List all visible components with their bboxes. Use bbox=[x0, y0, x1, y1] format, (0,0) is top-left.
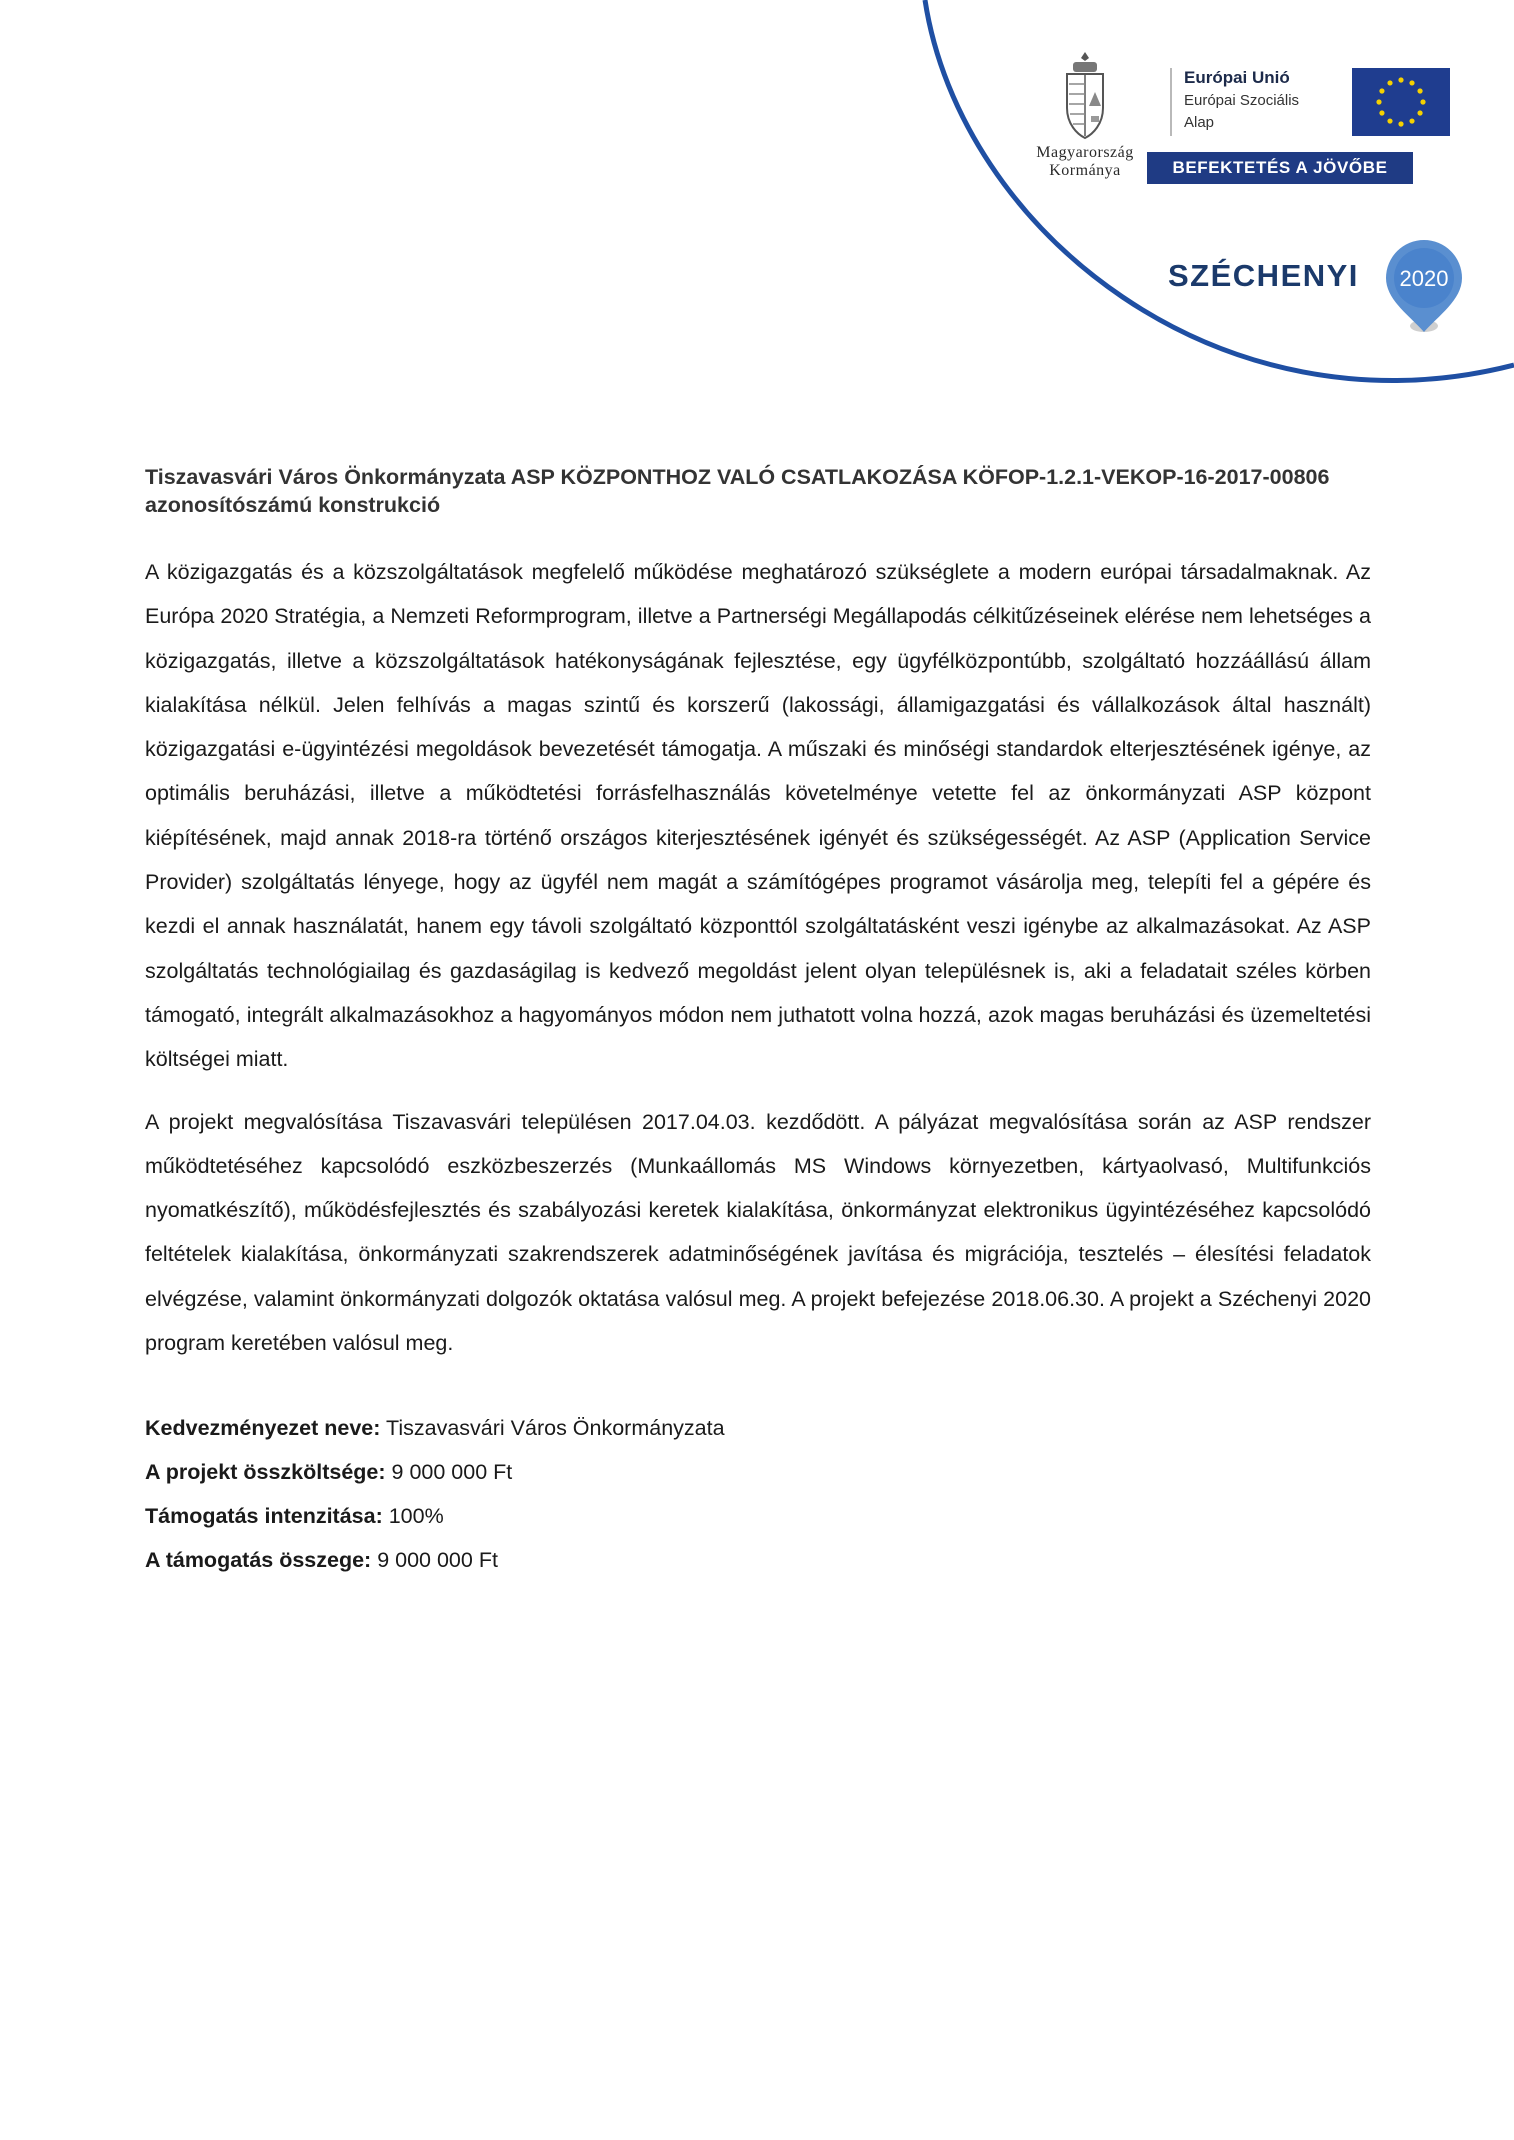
eu-flag-icon bbox=[1352, 68, 1450, 136]
paragraph-1: A közigazgatás és a közszolgáltatások megfelelő működése meghatározó szükséglete a modern európai társadalmaknak. Az Európa 2020 Stratégia, a Nemzeti Reformprogram, illetve a Partnerségi Megállapodás célkitűzéseinek elérése nem lehetséges a közigazgatás, illetve a közszolgáltatások hatékonyságának fejlesztése, egy ügyfélközpontúbb, szolgáltató hozzáállású állam kialakítása nélkül. Jelen felhívás a magas szintű és korszerű (lakossági, államigazgatási és vállalkozások által használt) közigazgatási e-ügyintézési megoldások bevezetését támogatja. A műszaki és minőségi standardok elterjesztésének igénye, az optimális beruházási, illetve a működtetési forrásfelhasználás követelménye vetette fel az önkormányzati ASP központ kiépítésének, majd annak 2018-ra történő országos kiterjesztésének igényét és szükségességét. Az ASP (Application Service Provider) szolgáltatás lényege, hogy az ügyfél nem magát a számítógépes programot vásárolja meg, telepíti fel a gépére és kezdi el annak használatát, hanem egy távoli szolgáltató központtól szolgáltatásként veszi igénybe az alkalmazásokat. Az ASP szolgáltatás technológiailag és gazdaságilag is kedvező megoldást jelent olyan településnek is, aki a feladatait széles körben támogató, integrált alkalmazásokhoz a hagyományos módon nem juthatott volna hozzá, azok magas beruházási és üzemeltetési költségei miatt. bbox=[145, 560, 1371, 1072]
coat-of-arms-icon bbox=[1059, 50, 1111, 140]
eu-star-icon bbox=[1379, 88, 1384, 93]
fact-support-intensity bbox=[145, 1494, 1371, 1538]
project-facts bbox=[145, 1406, 1371, 1582]
eu-star-icon bbox=[1409, 80, 1414, 85]
szechenyi-year: 2020 bbox=[1399, 266, 1449, 291]
gov-logo-text bbox=[1010, 144, 1160, 180]
fact-support-amount bbox=[145, 1538, 1371, 1582]
header-arc bbox=[0, 0, 1514, 420]
fact-value: 9 000 000 Ft bbox=[371, 1548, 498, 1573]
document-title: Tiszavasvári Város Önkormányzata ASP KÖZPONTHOZ VALÓ CSATLAKOZÁSA KÖFOP-1.2.1-VEKOP-16-2017-00806 azonosítószámú konstrukció bbox=[145, 465, 1330, 517]
fact-value: Tiszavasvári Város Önkormányzata bbox=[380, 1416, 725, 1441]
eu-star-icon bbox=[1417, 110, 1422, 115]
szechenyi-wordmark: SZÉCHENYI bbox=[1168, 258, 1359, 293]
fact-label: A támogatás összege: bbox=[145, 1548, 372, 1573]
eu-star-icon bbox=[1398, 77, 1403, 82]
document-body bbox=[145, 463, 1371, 1582]
fact-label: A projekt összköltsége: bbox=[145, 1460, 386, 1485]
eu-star-icon bbox=[1417, 88, 1422, 93]
gov-logo-line2: Kormánya bbox=[1049, 162, 1121, 179]
hungarian-government-logo bbox=[1010, 50, 1160, 180]
fact-beneficiary bbox=[145, 1406, 1371, 1450]
eu-divider bbox=[1170, 68, 1172, 136]
eu-star-icon bbox=[1376, 99, 1381, 104]
paragraph-2: A projekt megvalósítása Tiszavasvári településen 2017.04.03. kezdődött. A pályázat megvalósítása során az ASP rendszer működtetéséhez kapcsolódó eszközbeszerzés (Munkaállomás MS Windows környezetben, kártyaolvasó, Multifunkciós nyomatkészítő), működésfejlesztés és szabályozási keretek kialakítása, önkormányzat elektronikus ügyintézéséhez kapcsolódó feltételek kialakítása, önkormányzati szakrendszerek adatminőségének javítása és migrációja, tesztelés – élesítési feladatok elvégzése, valamint önkormányzati dolgozók oktatása valósul meg. A projekt befejezése 2018.06.30. A projekt a Széchenyi 2020 program keretében valósul meg. bbox=[145, 1109, 1371, 1356]
fact-value: 9 000 000 Ft bbox=[385, 1460, 513, 1485]
fact-label: Kedvezményezet neve: bbox=[145, 1416, 381, 1441]
eu-star-icon bbox=[1379, 110, 1384, 115]
eu-star-icon bbox=[1398, 121, 1403, 126]
eu-star-icon bbox=[1387, 80, 1392, 85]
fact-value: 100% bbox=[382, 1504, 444, 1529]
fact-total-cost bbox=[145, 1450, 1371, 1494]
eu-banner: BEFEKTETÉS A JÖVŐBE bbox=[1147, 152, 1413, 184]
eu-title: Európai Unió bbox=[1184, 68, 1290, 87]
fact-label: Támogatás intenzitása: bbox=[145, 1504, 383, 1529]
eu-star-icon bbox=[1409, 118, 1414, 123]
eu-fund-line2: Alap bbox=[1184, 114, 1215, 131]
gov-logo-line1: Magyarország bbox=[1036, 144, 1134, 161]
eu-star-icon bbox=[1420, 99, 1425, 104]
eu-star-icon bbox=[1387, 118, 1392, 123]
eu-fund-line1: Európai Szociális bbox=[1184, 92, 1300, 109]
szechenyi-2020-pin-icon bbox=[1380, 238, 1468, 338]
